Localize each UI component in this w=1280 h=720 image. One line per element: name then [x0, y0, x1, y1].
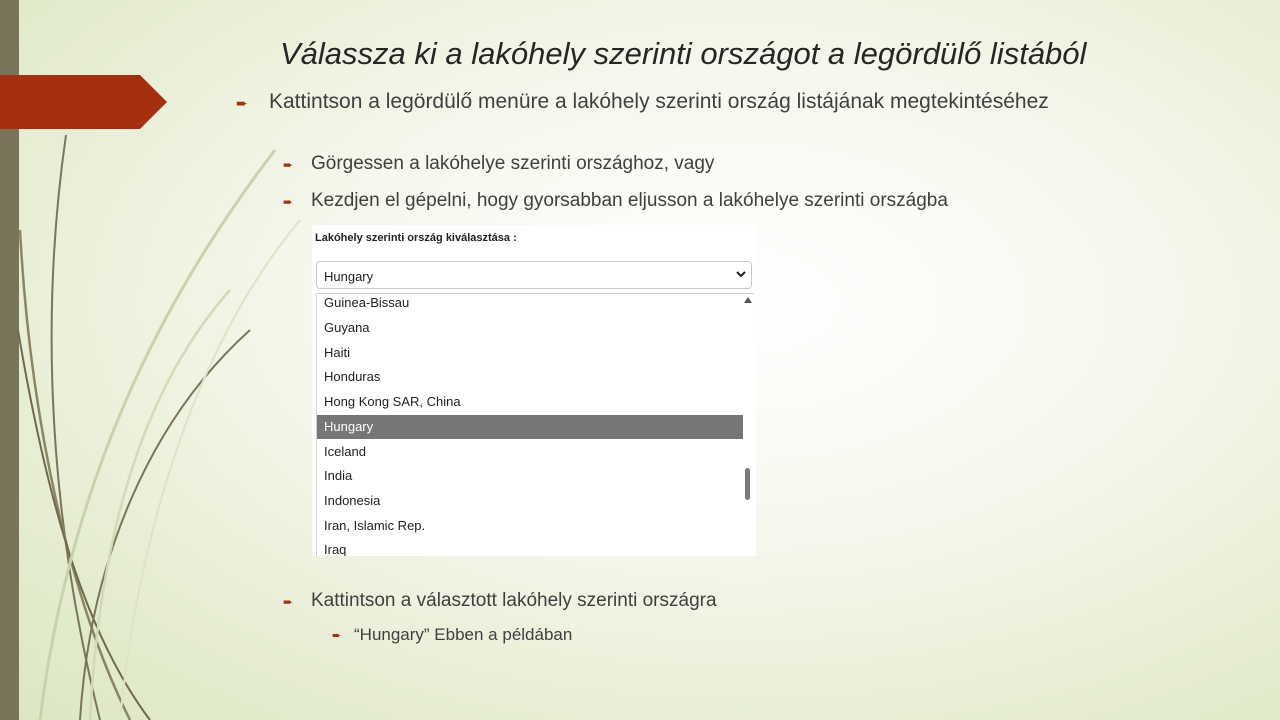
- bullet-text: Kezdjen el gépelni, hogy gyorsabban eljusson a lakóhelye szerinti országba: [311, 190, 948, 211]
- list-item[interactable]: Indonesia: [324, 493, 381, 508]
- bullet-level2: [283, 152, 714, 176]
- arrow-bullet-icon: ➨: [283, 595, 294, 609]
- arrow-bullet-icon: ➨: [283, 195, 294, 209]
- scroll-thumb[interactable]: [745, 468, 750, 500]
- selected-value: Hungary: [324, 269, 374, 284]
- arrow-bullet-icon: ➨: [236, 95, 248, 111]
- country-select-label: Lakóhely szerinti ország kiválasztása :: [315, 232, 517, 244]
- arrow-bullet-icon: ➨: [332, 630, 342, 642]
- chevron-down-icon: [735, 268, 747, 280]
- list-item[interactable]: Iraq: [324, 542, 347, 556]
- bullet-text: Kattintson a választott lakóhely szerinti országra: [311, 590, 717, 611]
- bullet-text: “Hungary” Ebben a példában: [354, 625, 573, 644]
- list-item[interactable]: India: [324, 468, 353, 483]
- slide-title: Válassza ki a lakóhely szerinti országot a legördülő listából: [280, 36, 1087, 71]
- bullet-text: Görgessen a lakóhelye szerinti országhoz, vagy: [311, 153, 715, 174]
- list-item[interactable]: Guinea-Bissau: [324, 295, 410, 310]
- embedded-screenshot: [312, 225, 756, 556]
- bullet-text: Kattintson a legördülő menüre a lakóhely szerinti ország listájának megtekintéséhez: [269, 90, 1049, 113]
- list-item[interactable]: Iran, Islamic Rep.: [324, 518, 426, 533]
- list-item-selected[interactable]: Hungary: [317, 415, 743, 439]
- dropdown-list[interactable]: [316, 293, 754, 556]
- list-item[interactable]: Haiti: [324, 345, 351, 360]
- decorative-arrow-shape: [0, 75, 167, 129]
- list-scrollbar[interactable]: [742, 294, 754, 556]
- bullet-level2: [283, 189, 948, 213]
- bullet-level1: [236, 89, 1089, 114]
- bullet-level2: [283, 589, 717, 613]
- list-item[interactable]: Honduras: [324, 369, 381, 384]
- arrow-bullet-icon: ➨: [283, 158, 294, 172]
- list-item[interactable]: Hong Kong SAR, China: [324, 394, 461, 409]
- scroll-up-arrow-icon[interactable]: [744, 297, 752, 303]
- bullet-level3: [332, 624, 572, 646]
- list-item[interactable]: Guyana: [324, 320, 370, 335]
- country-select[interactable]: [316, 261, 752, 289]
- list-item[interactable]: Iceland: [324, 444, 366, 459]
